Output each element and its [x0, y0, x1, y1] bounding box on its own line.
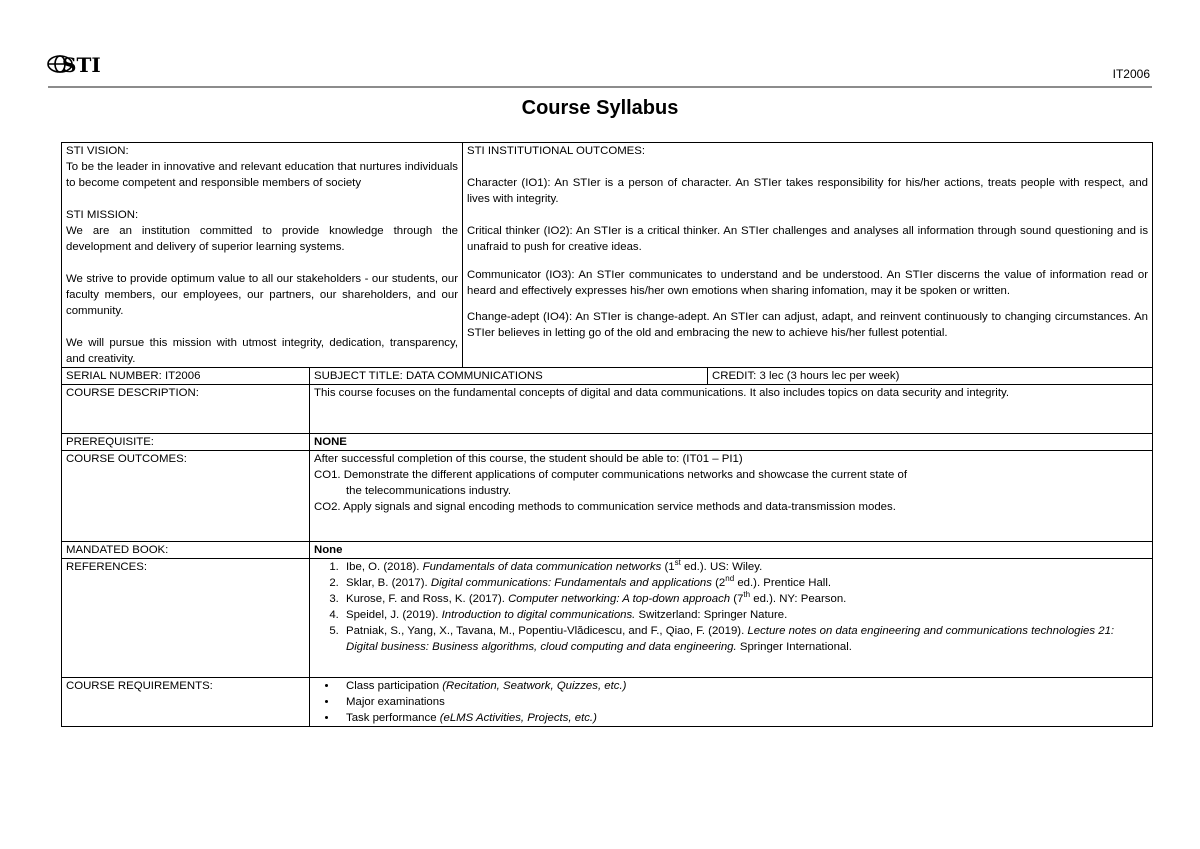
- course-code: IT2006: [1112, 67, 1150, 81]
- serial-subject-credit-row: [62, 368, 1153, 385]
- outcome-name: Communicator (IO3):: [467, 269, 575, 281]
- reference-item: 2. Sklar, B. (2017). Digital communications: Fundamentals and applications (2nd ed.). Prentice Hall.: [342, 575, 1148, 591]
- page-title: Course Syllabus: [521, 97, 679, 119]
- course-outcomes-cell: [310, 451, 1153, 542]
- outcome-text: An STIer communicates to understand and be understood. An STIer discerns the value of information read or heard and effectively expresses his/her own emotions when sharing infomation, may it be spoken or written.: [467, 269, 1149, 297]
- references-list: [314, 559, 1148, 655]
- requirements-list: [314, 678, 1148, 726]
- outcome-io3: [467, 267, 1148, 299]
- outcome-text: An STIer is a critical thinker. An STIer challenges and analyses all information through sound questioning and is unafraid to push for creative ideas.: [467, 225, 1149, 253]
- course-outcomes-label: COURSE OUTCOMES:: [62, 451, 310, 542]
- course-description-row: [62, 385, 1153, 434]
- mission-label: STI MISSION:: [66, 209, 139, 221]
- vision-mission-cell: [62, 143, 463, 368]
- requirement-item: • Class participation (Recitation, Seatwork, Quizzes, etc.): [338, 678, 1148, 694]
- outcome-io2: [467, 223, 1148, 255]
- co1-text: CO1. Demonstrate the different applications of computer communications networks and showcase the current state of: [314, 469, 908, 481]
- mission-p3: We will pursue this mission with utmost integrity, dedication, transparency, and creativity.: [66, 337, 458, 365]
- outcomes-label: STI INSTITUTIONAL OUTCOMES:: [467, 145, 646, 157]
- reference-item: 1. Ibe, O. (2018). Fundamentals of data communication networks (1st ed.). US: Wiley.: [342, 559, 1148, 575]
- course-description-text: This course focuses on the fundamental concepts of digital and data communications. It also includes topics on data security and integrity.: [310, 385, 1153, 434]
- reference-item: 4. Speidel, J. (2019). Introduction to digital communications. Switzerland: Springer Nature.: [342, 607, 1148, 623]
- outcome-io4: [467, 309, 1148, 341]
- prerequisite-label: PREREQUISITE:: [62, 434, 310, 451]
- sti-logo: [47, 50, 117, 82]
- reference-item: 3. Kurose, F. and Ross, K. (2017). Computer networking: A top-down approach (7th ed.). NY: Pearson.: [342, 591, 1148, 607]
- vision-label: STI VISION:: [66, 145, 129, 157]
- institutional-outcomes-cell: [463, 143, 1153, 368]
- mission-p2: We strive to provide optimum value to all our stakeholders - our students, our faculty members, our employees, our partners, our shareholders, and our community.: [66, 273, 458, 317]
- course-requirements-cell: [310, 678, 1153, 727]
- header-divider: [48, 86, 1152, 88]
- outcome-name: Character (IO1):: [467, 177, 551, 189]
- vision-text: To be the leader in innovative and relevant education that nurtures individuals to become competent and responsible members of society: [66, 161, 458, 189]
- references-cell: [310, 559, 1153, 678]
- outcome-text: An STIer is a person of character. An STIer takes responsibility for his/her actions, treats people with respect, and lives with integrity.: [467, 177, 1149, 205]
- mandated-book-value: None: [310, 542, 1153, 559]
- references-row: [62, 559, 1153, 678]
- logo-text: STI: [62, 53, 101, 77]
- syllabus-table: [61, 142, 1153, 727]
- course-requirements-label: COURSE REQUIREMENTS:: [62, 678, 310, 727]
- course-requirements-row: [62, 678, 1153, 727]
- requirement-item: • Major examinations: [338, 694, 1148, 710]
- co2-text: CO2. Apply signals and signal encoding methods to communication service methods and data-transmission modes.: [314, 501, 896, 513]
- vision-outcomes-row: [62, 143, 1153, 368]
- subject-title: SUBJECT TITLE: DATA COMMUNICATIONS: [310, 368, 708, 385]
- requirement-item: • Task performance (eLMS Activities, Projects, etc.): [338, 710, 1148, 726]
- course-description-label: COURSE DESCRIPTION:: [62, 385, 310, 434]
- mission-p1: We are an institution committed to provide knowledge through the development and delivery of superior learning systems.: [66, 225, 458, 253]
- outcome-name: Critical thinker (IO2):: [467, 225, 573, 237]
- outcome-text: An STIer is change-adept. An STIer can adjust, adapt, and reinvent continuously to changing circumstances. An STIer believes in letting go of the old and embracing the new to achieve his/her fullest potential.: [467, 311, 1149, 339]
- co1-continuation: the telecommunications industry.: [346, 485, 512, 497]
- references-label: REFERENCES:: [62, 559, 310, 678]
- serial-number: SERIAL NUMBER: IT2006: [62, 368, 310, 385]
- credit: CREDIT: 3 lec (3 hours lec per week): [708, 368, 1153, 385]
- prerequisite-row: [62, 434, 1153, 451]
- mandated-book-row: [62, 542, 1153, 559]
- outcome-io1: [467, 175, 1148, 207]
- mandated-book-label: MANDATED BOOK:: [62, 542, 310, 559]
- reference-item: 5. Patniak, S., Yang, X., Tavana, M., Popentiu-Vlădicescu, and F., Qiao, F. (2019). Lecture notes on data engineering and communications technologies 21: Digital business: Business algorithms, cloud computing and data engineering. Springer International.: [342, 623, 1148, 655]
- outcome-name: Change-adept (IO4):: [467, 311, 573, 323]
- prerequisite-value: NONE: [310, 434, 1153, 451]
- course-outcomes-row: [62, 451, 1153, 542]
- course-outcomes-intro: After successful completion of this course, the student should be able to: (IT01 – PI1): [314, 453, 743, 465]
